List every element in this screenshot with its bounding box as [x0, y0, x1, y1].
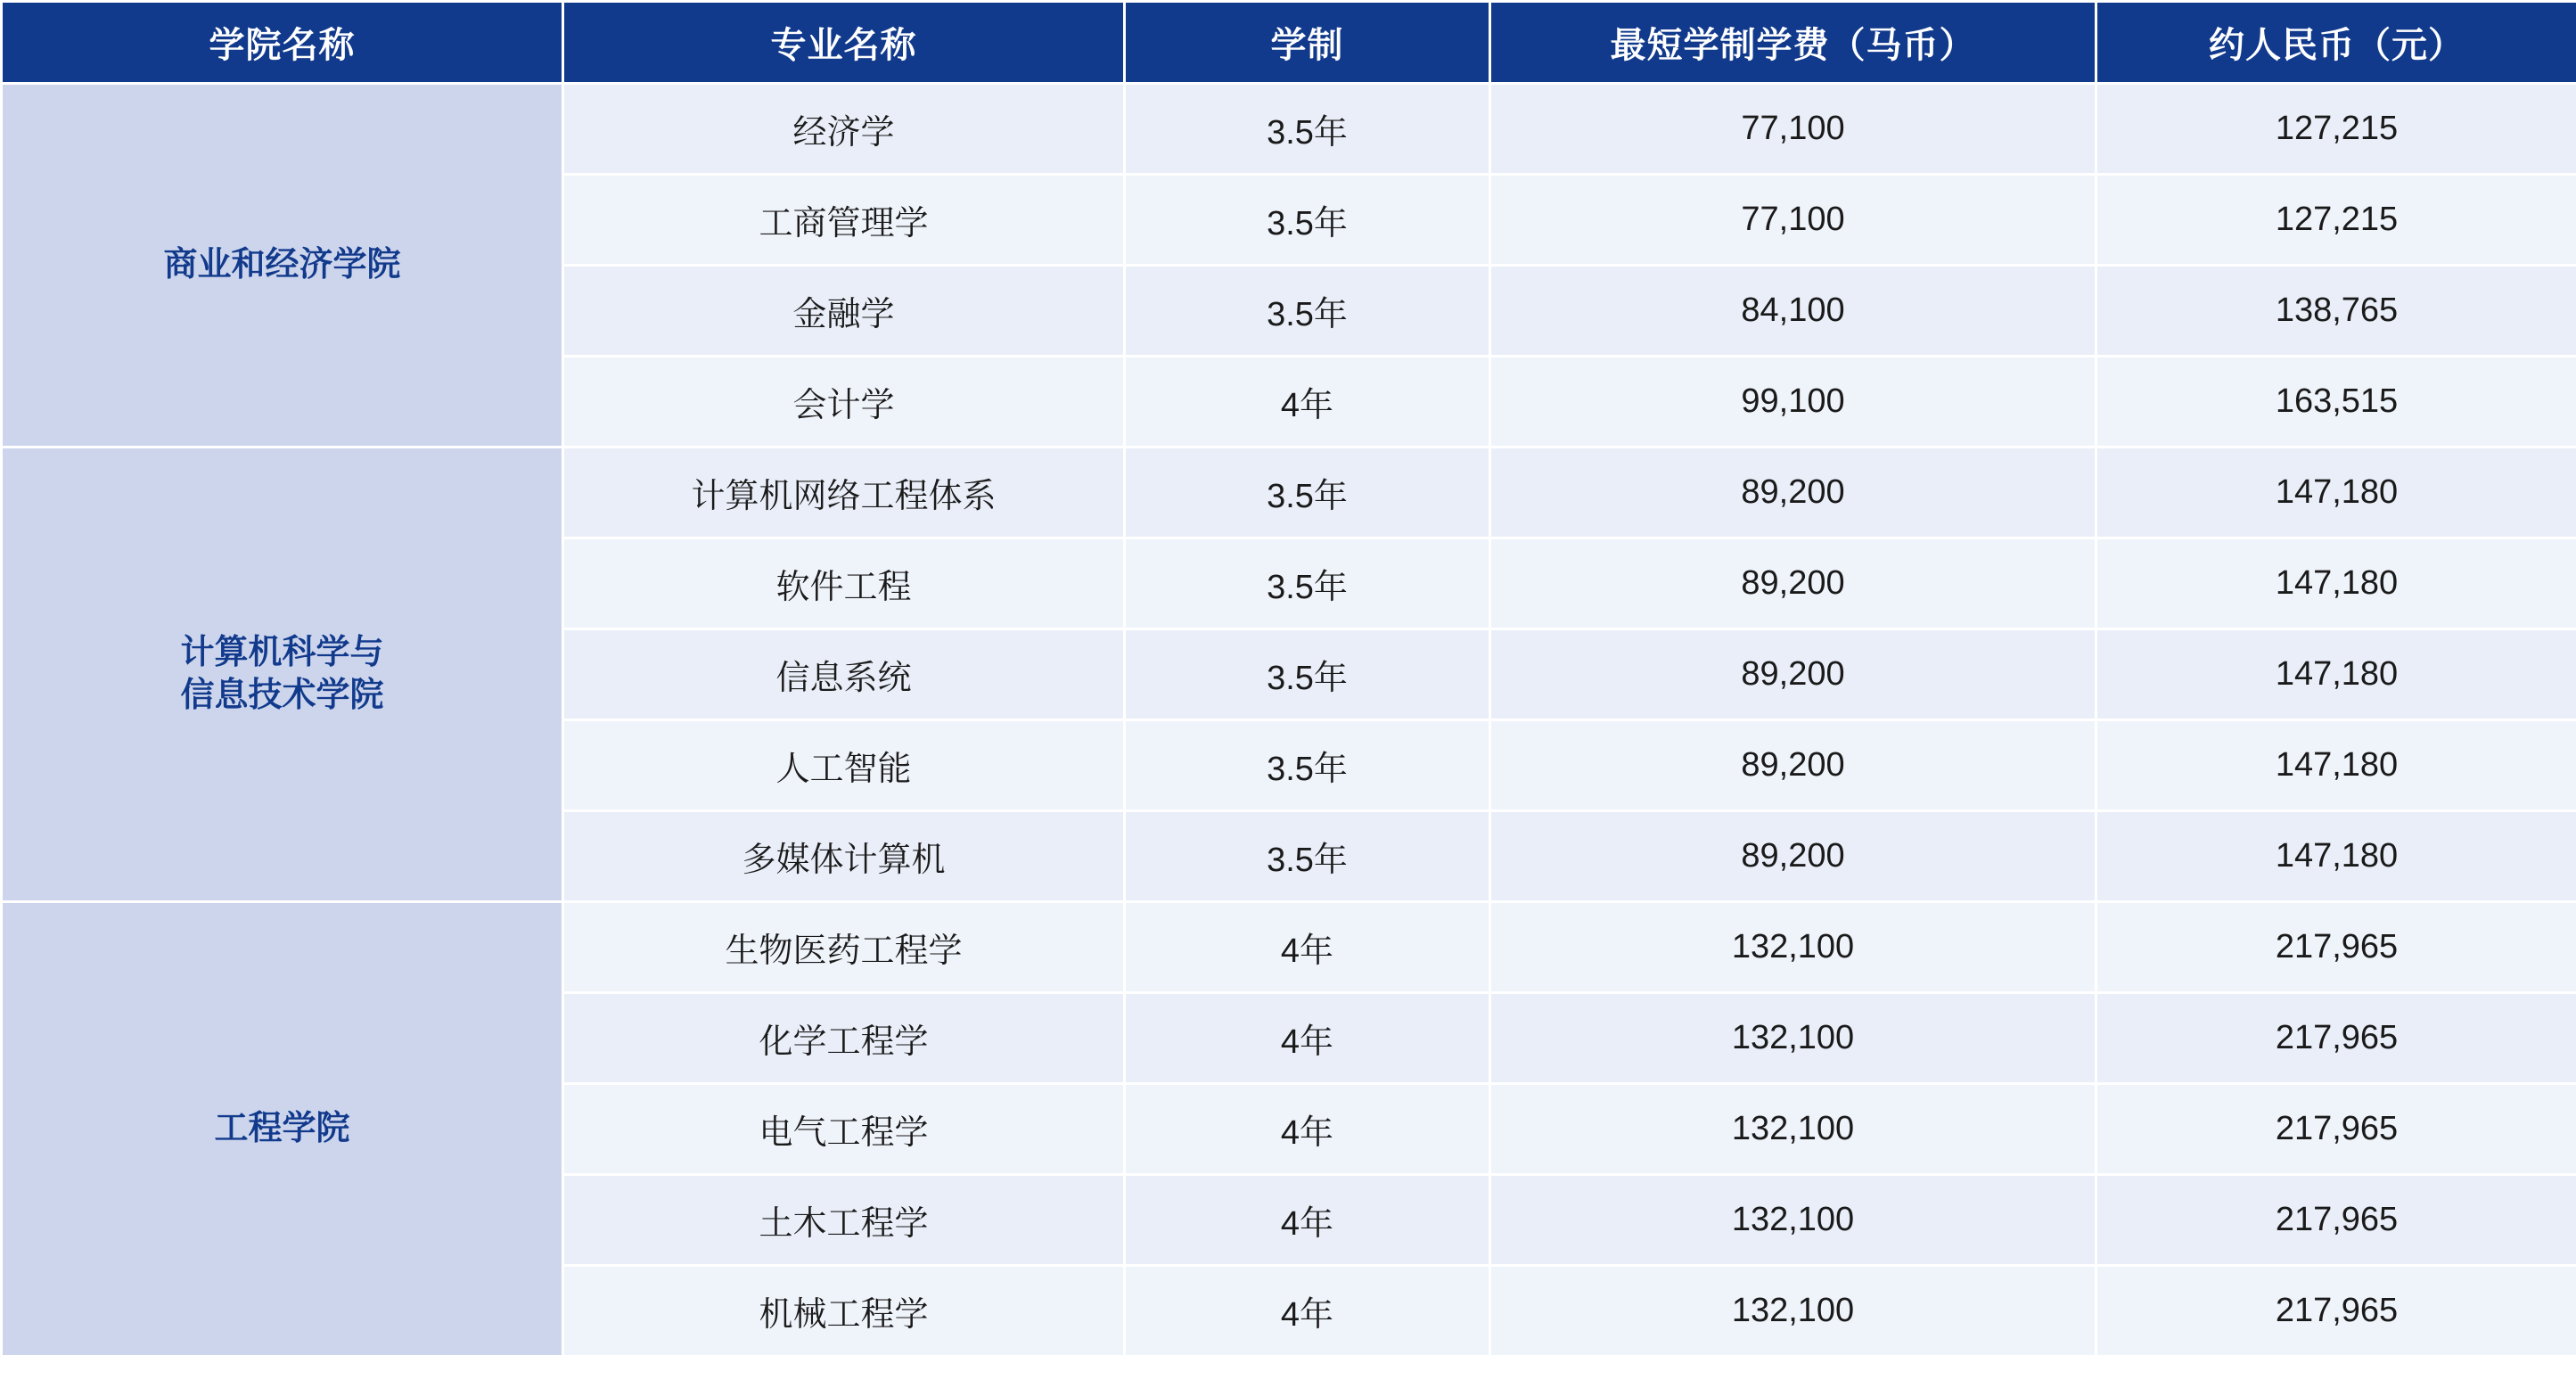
header-fee-cny: 约人民币（元）: [2096, 2, 2576, 84]
header-row: [2, 2, 2576, 84]
fee-myr: 77,100: [1490, 175, 2096, 266]
table-row: [2, 84, 2576, 175]
fee-myr: 132,100: [1490, 1084, 2096, 1175]
duration: 4年: [1125, 993, 1490, 1084]
major-name: 多媒体计算机: [563, 811, 1125, 902]
fee-cny: 147,180: [2096, 629, 2576, 720]
duration: 3.5年: [1125, 811, 1490, 902]
major-name: 软件工程: [563, 538, 1125, 629]
major-name: 化学工程学: [563, 993, 1125, 1084]
fee-cny: 217,965: [2096, 1084, 2576, 1175]
header-major: 专业名称: [563, 2, 1125, 84]
fee-myr: 89,200: [1490, 720, 2096, 811]
major-name: 金融学: [563, 266, 1125, 357]
fee-cny: 138,765: [2096, 266, 2576, 357]
duration: 4年: [1125, 902, 1490, 993]
major-name: 电气工程学: [563, 1084, 1125, 1175]
faculty-name-computing: [2, 448, 563, 902]
fee-cny: 217,965: [2096, 993, 2576, 1084]
duration: 3.5年: [1125, 720, 1490, 811]
duration: 3.5年: [1125, 448, 1490, 538]
fee-cny: 147,180: [2096, 720, 2576, 811]
fee-myr: 89,200: [1490, 629, 2096, 720]
major-name: 机械工程学: [563, 1266, 1125, 1357]
table-header: [2, 2, 2576, 84]
fee-myr: 89,200: [1490, 448, 2096, 538]
header-faculty: 学院名称: [2, 2, 563, 84]
fee-myr: 99,100: [1490, 357, 2096, 448]
duration: 3.5年: [1125, 175, 1490, 266]
faculty-name-line2: 信息技术学院: [180, 676, 384, 714]
fee-myr: 132,100: [1490, 902, 2096, 993]
fee-cny: 147,180: [2096, 538, 2576, 629]
fee-cny: 217,965: [2096, 1175, 2576, 1266]
duration: 3.5年: [1125, 266, 1490, 357]
faculty-name-engineering: 工程学院: [2, 902, 563, 1357]
major-name: 生物医药工程学: [563, 902, 1125, 993]
fee-cny: 147,180: [2096, 448, 2576, 538]
fee-cny: 127,215: [2096, 175, 2576, 266]
fee-cny: 217,965: [2096, 1266, 2576, 1357]
duration: 3.5年: [1125, 538, 1490, 629]
header-fee-myr: 最短学制学费（马币）: [1490, 2, 2096, 84]
faculty-name-business: 商业和经济学院: [2, 84, 563, 448]
table-body: [2, 84, 2576, 1357]
major-name: 信息系统: [563, 629, 1125, 720]
fee-cny: 127,215: [2096, 84, 2576, 175]
duration: 4年: [1125, 1266, 1490, 1357]
duration: 4年: [1125, 357, 1490, 448]
duration: 4年: [1125, 1084, 1490, 1175]
fee-myr: 132,100: [1490, 993, 2096, 1084]
duration: 3.5年: [1125, 629, 1490, 720]
fee-myr: 89,200: [1490, 811, 2096, 902]
duration: 3.5年: [1125, 84, 1490, 175]
fee-cny: 147,180: [2096, 811, 2576, 902]
fee-myr: 77,100: [1490, 84, 2096, 175]
major-name: 计算机网络工程体系: [563, 448, 1125, 538]
fee-cny: 163,515: [2096, 357, 2576, 448]
fee-myr: 84,100: [1490, 266, 2096, 357]
table-row: [2, 902, 2576, 993]
fee-myr: 132,100: [1490, 1175, 2096, 1266]
faculty-name-line1: 计算机科学与: [180, 634, 384, 671]
major-name: 土木工程学: [563, 1175, 1125, 1266]
major-name: 工商管理学: [563, 175, 1125, 266]
duration: 4年: [1125, 1175, 1490, 1266]
major-name: 人工智能: [563, 720, 1125, 811]
header-duration: 学制: [1125, 2, 1490, 84]
major-name: 会计学: [563, 357, 1125, 448]
fee-cny: 217,965: [2096, 902, 2576, 993]
fee-myr: 89,200: [1490, 538, 2096, 629]
fee-myr: 132,100: [1490, 1266, 2096, 1357]
table-row: [2, 448, 2576, 538]
major-name: 经济学: [563, 84, 1125, 175]
